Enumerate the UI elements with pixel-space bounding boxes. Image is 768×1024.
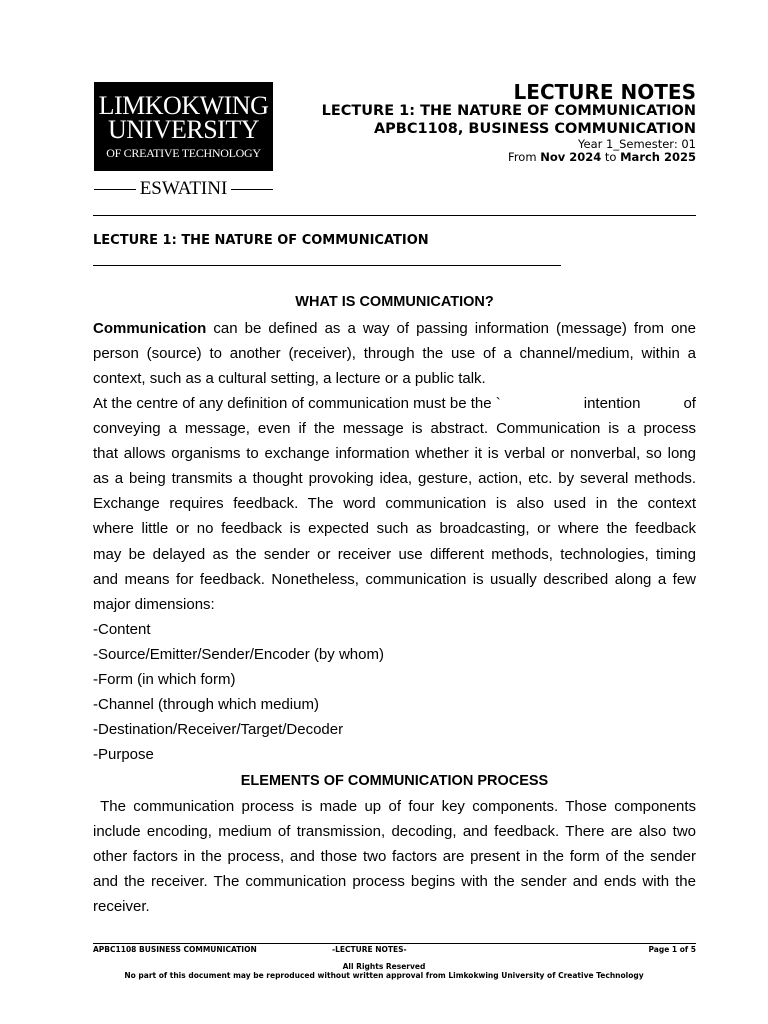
text-line: person (source) to another (receiver), through the use of a channel/medium, within a [93, 345, 696, 363]
elements-heading: ELEMENTS OF COMMUNICATION PROCESS [240, 773, 549, 789]
header-divider [93, 215, 696, 216]
footer-course: APBC1108 BUSINESS COMMUNICATION [93, 945, 257, 954]
campus-label [94, 178, 273, 200]
text-fragment: intention [583, 395, 641, 412]
text-line: other factors in the process, and those two factors are present in the form of the sender [93, 848, 696, 866]
list-item: -Destination/Receiver/Target/Decoder [93, 721, 344, 739]
footer-rights: All Rights Reserved [342, 962, 426, 971]
section-underline [93, 265, 561, 266]
text-fragment: can be defined as a way of passing information (message) from one [206, 320, 696, 337]
list-item: -Form (in which form) [93, 671, 236, 689]
list-item: -Source/Emitter/Sender/Encoder (by whom) [93, 646, 384, 664]
logo-line-3: OF CREATIVE TECHNOLOGY [106, 146, 261, 160]
text-line: may be delayed as the sender or receiver use different methods, technologies, timing [93, 545, 696, 563]
footer-page [648, 945, 696, 954]
text-line: where little or no feedback is expected such as broadcasting, or where the feedback [93, 520, 696, 538]
section-title: LECTURE 1: THE NATURE OF COMMUNICATION [93, 233, 429, 248]
logo-line-1: LIMKOKWING [98, 91, 269, 120]
dimensions-list [93, 617, 696, 768]
list-item: -Purpose [93, 746, 154, 764]
footer-notice: No part of this document may be reproduced without written approval from Limkokwing University of Creative Technology [124, 971, 644, 980]
text-line: context, such as a cultural setting, a lecture or a public talk. [93, 370, 486, 388]
document-title: LECTURE NOTES [513, 80, 696, 104]
date-range [508, 150, 696, 164]
text-line: include encoding, medium of transmission, decoding, and feedback. There are also two [93, 823, 696, 841]
text-line: receiver. [93, 898, 150, 916]
text-line: conveying a message, even if the message is abstract. Communication is a process [93, 420, 696, 438]
campus-rule-right [231, 189, 273, 190]
text-fragment: At the centre of any definition of communication must be the ` [93, 395, 501, 412]
footer-center: -LECTURE NOTES- [332, 945, 407, 954]
date-end: March 2025 [620, 150, 696, 164]
text-line: and means for feedback. Nonetheless, communication is usually described along a few [93, 570, 696, 588]
page-total: 5 [690, 945, 696, 954]
campus-name: ESWATINI [139, 178, 228, 199]
text-line: and the receiver. The communication process begins with the sender and ends with the [93, 873, 696, 891]
text-line [93, 316, 696, 341]
text-fragment: of [683, 395, 696, 412]
paragraph-definition [93, 316, 696, 391]
logo-line-2: UNIVERSITY [108, 115, 259, 144]
course-code: APBC1108, BUSINESS COMMUNICATION [373, 121, 696, 137]
text-line: Exchange requires feedback. The word communication is also used in the context [93, 495, 696, 513]
text-line: major dimensions: [93, 595, 215, 613]
semester-label: Year 1_Semester: 01 [578, 137, 696, 151]
text-line: that allows organisms to exchange information whether it is verbal or nonverbal, so long [93, 445, 696, 463]
footer-divider [93, 943, 696, 944]
date-mid: to [601, 150, 621, 164]
list-item: -Content [93, 621, 151, 638]
page-number: 1 [671, 945, 678, 954]
page-prefix: Page [648, 945, 672, 954]
campus-rule-left [94, 189, 136, 190]
text-line: as a being transmits a thought provoking idea, gesture, action, etc. by several methods. [93, 470, 696, 488]
date-start: Nov 2024 [540, 150, 602, 164]
list-item: -Channel (through which medium) [93, 696, 319, 714]
lecture-subtitle: LECTURE 1: THE NATURE OF COMMUNICATION [321, 103, 696, 119]
paragraph-elements [93, 794, 696, 919]
what-heading: WHAT IS COMMUNICATION? [295, 294, 494, 310]
university-logo [94, 82, 273, 171]
date-prefix: From [508, 150, 541, 164]
text-line [93, 391, 696, 416]
page-mid: of [677, 945, 691, 954]
term-communication: Communication [93, 320, 207, 337]
text-line: The communication process is made up of four key components. Those components [93, 798, 696, 815]
paragraph-centre [93, 391, 696, 617]
